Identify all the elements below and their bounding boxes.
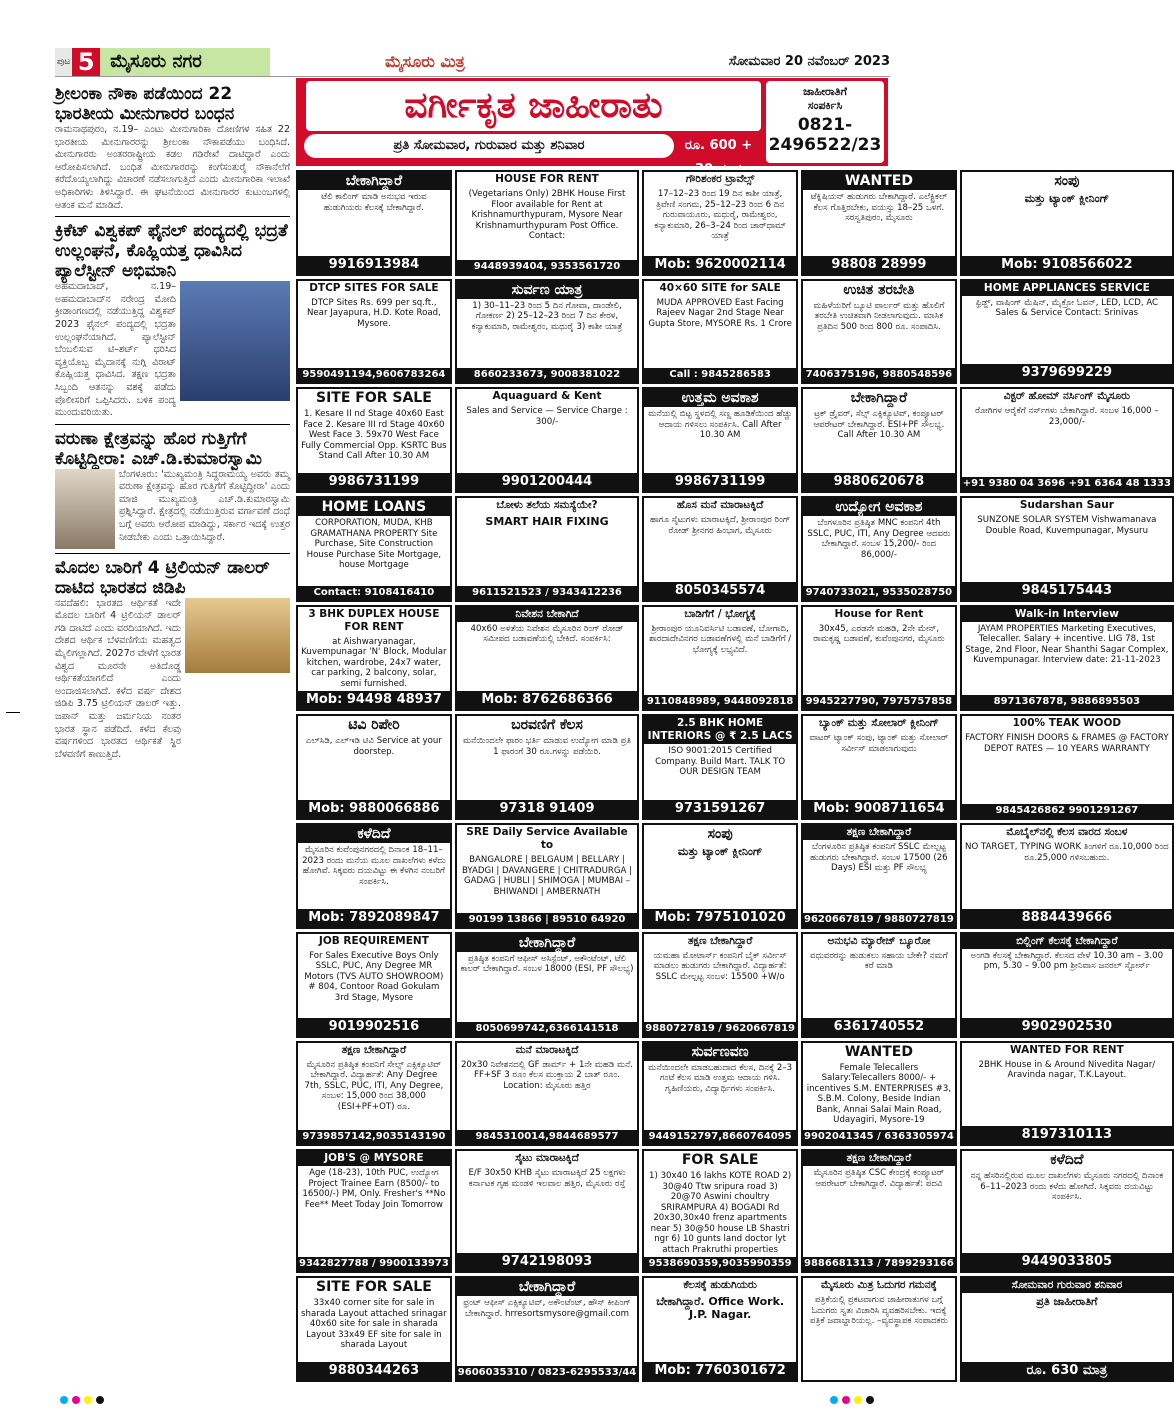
classified-ad: [801, 387, 957, 493]
ad-phone: 6361740552: [803, 1018, 955, 1036]
ad-phone: Contact: 9108416410: [298, 586, 450, 600]
page-label: ಪುಟ: [55, 48, 72, 76]
banner-title: ವರ್ಗೀಕೃತ ಜಾಹೀರಾತು: [306, 81, 761, 131]
ad-body: Age (18-23), 10th PUC, ಉದ್ಯೋಗ Project Trainee Earn (8500/- to 16500/-) PM, Only. Fresher's **No Fee** Meet Today Join Tomorrow: [302, 1168, 446, 1210]
ad-phone: 9880727819 / 9620667819: [645, 1022, 796, 1034]
classified-ad: [960, 605, 1174, 712]
ad-heading: HOME APPLIANCES SERVICE: [962, 281, 1172, 296]
ad-body: ಪ್ರತಿಷ್ಠಿತ ಕಂಪನಿಗೆ ಆಫೀಸ್ ಅಸಿಸ್ಟೆಂಟ್, ಅಕೌಂಟೆಂಟ್, ಟೆಲಿ ಕಾಲರ್ ಬೇಕಾಗಿದ್ದಾರೆ. ಸಂಬಳ 18000 (ESI, PF ಸೌಲಭ್ಯ): [460, 953, 634, 975]
ad-heading: ನಿವೇಶನ ಬೇಕಾಗಿದೆ: [457, 607, 637, 622]
ad-phone: 90199 13866 | 89510 64920: [457, 913, 637, 927]
ad-body: For Sales Executive Boys Only SSLC, PUC, Any Degree MR Motors (TVS AUTO SHOWROOM) # 804, Contoor Road Gokulam 3rd Stage, Mysore: [304, 950, 444, 1003]
classified-ad: [960, 932, 1174, 1038]
yellow-dot: [854, 1396, 862, 1404]
ad-body: E/F 30x50 KHB ಸೈಟು ಮಾರಾಟಕ್ಕಿದೆ 25 ಲಕ್ಷಗಳು ಕರ್ನಾಟಕ ಗೃಹ ಮಂಡಳಿ ಇಲವಾಲ ಹತ್ತಿರ, ಮೈಸೂರು ರಸ್ತೆ: [468, 1168, 626, 1189]
classified-ad: [960, 387, 1174, 493]
ad-phone: 9739857142,9035143190: [298, 1130, 450, 1144]
ad-heading: 100% TEAK WOOD: [1012, 717, 1122, 730]
classified-ad: [296, 387, 452, 493]
news-story: [55, 429, 290, 549]
ad-heading: ಮನೆ ಮಾರಾಟಕ್ಕಿದೆ: [515, 1043, 579, 1056]
cyan-dot: [60, 1396, 68, 1404]
ad-phone: 9019902516: [298, 1018, 450, 1036]
classified-ad: [960, 279, 1174, 385]
ad-phone: 8197310113: [962, 1126, 1172, 1144]
ad-phone: 9590491194,9606783264: [298, 368, 450, 382]
classified-ad: [960, 496, 1174, 602]
contact-phone: 0821-2496522/23: [768, 115, 882, 155]
ad-body: 1) 30–11–23 ರಿಂದ 5 ದಿನ ಗೋವಾ, ದಾಂಡೇಲಿ, ಗೋಕರ್ಣ 2) 25–12–23 ರಿಂದ 7 ದಿನ ಕೇರಳ, ಕನ್ಯಾಕುಮಾರಿ, ರಾಮೇಶ್ವರಂ, ಮಧುರೈ 3) ಕಾಶೀ ಯಾತ್ರೆ: [471, 300, 623, 332]
ad-body: MUDA APPROVED East Facing Rajeev Nagar 2nd Stage Near Gupta Store, MYSORE Rs. 1 Crore: [648, 297, 792, 329]
ad-heading: JOB REQUIREMENT: [318, 934, 429, 947]
ad-heading: ಬರವಣಿಗೆ ಕೆಲಸ: [511, 717, 583, 734]
classifieds-banner: [296, 78, 888, 166]
classified-ads-grid: [296, 170, 1171, 1382]
ad-body: 30x45, ಎರಡನೇ ಮಹಡಿ, 2ನೇ ಮೇನ್, ರಾಮಕೃಷ್ಣ ಬಡಾವಣೆ, ಕುವೆಂಪುನಗರ, ಮೈಸೂರು: [813, 623, 945, 645]
ad-phone: 9901200444: [457, 473, 637, 491]
classified-ad: [455, 605, 639, 712]
ad-body: 2BHK House in & Around Nivedita Nagar/ Aravinda nagar, T.K.Layout.: [978, 1059, 1156, 1081]
ad-body: ಬೆಂಗಳೂರಿನ ಪ್ರತಿಷ್ಠಿತ MNC ಕಂಪನಿಗೆ 4th SSLC, PUC, ITI, Any Degree ಆದವರು ಬೇಕಾಗಿದ್ದಾರೆ. ಸಂಬಳ 15,200/- ರಿಂದ 86,000/-: [807, 518, 951, 560]
ad-body: ಫ್ರಂಟ್ ಆಫೀಸ್ ಎಕ್ಸಿಕ್ಯೂಟಿವ್, ಅಕೌಂಟೆಂಟ್, ಹೌಸ್ ಕೀಪಿಂಗ್ ಬೇಕಾಗಿದ್ದಾರೆ. hrresortsmysore@gmail.com: [463, 1298, 631, 1319]
ad-heading: SITE FOR SALE: [315, 390, 432, 407]
ad-heading: DTCP SITES FOR SALE: [309, 281, 439, 294]
classified-ad: [642, 1041, 798, 1147]
ad-phone: 9740733021, 9535028750: [803, 586, 955, 600]
magenta-dot: [842, 1396, 850, 1404]
ad-phone: Mob: 7975101020: [644, 909, 796, 927]
classified-ad: [642, 932, 798, 1038]
ad-body: Female Telecallers Salary:Telecallers 8000/- + incentives S.M. ENTERPRISES #3, S.B.M. Colony, Beside Indian Bank, Annai Salai Main Road, Udayagiri, Mysore-19: [806, 1062, 952, 1126]
ad-heading: ಉಚಿತ ತರಬೇತಿ: [843, 281, 915, 298]
ad-heading: WANTED: [844, 1043, 913, 1060]
ad-phone: 9845426862 9901291267: [962, 804, 1172, 818]
ad-heading: ತಕ್ಷಣ ಬೇಕಾಗಿದ್ದಾರೆ: [803, 825, 955, 840]
newspaper-brand: ಮೈಸೂರು ಮಿತ್ರ: [385, 52, 465, 71]
banner-schedule: ಪ್ರತಿ ಸೋಮವಾರ, ಗುರುವಾರ ಮತ್ತು ಶನಿವಾರ: [304, 134, 674, 158]
classified-ad: [960, 714, 1174, 820]
ad-body: (Vegetarians Only) 2BHK House First Floor available for Rent at Krishnamurthypuram, Mysore Near Krishnamurthypuram Post Office. Contact:: [468, 189, 626, 241]
ad-heading: 40×60 SITE for SALE: [659, 281, 781, 294]
politician-photo: [55, 469, 115, 549]
story-divider: [55, 424, 290, 425]
ad-phone: 8971367878, 9886895503: [962, 695, 1172, 709]
ad-body: ಮೈಸೂರಿನ ಪ್ರತಿಷ್ಠಿತ CSC ಕೇಂದ್ರಕ್ಕೆ ಕಂಪ್ಯೂಟರ್ ಆಪರೇಟರ್ ಬೇಕಾಗಿದ್ದಾರೆ. ವಿದ್ಯಾರ್ಹತೆ: ಪದವಿ: [813, 1168, 945, 1189]
ad-heading: Aquaguard & Kent: [492, 390, 602, 403]
ad-phone: 9606035310 / 0823-6295533/44: [457, 1366, 637, 1378]
ad-heading: ವಿಕ್ಟರ್ ಹೋಮ್ ನರ್ಸಿಂಗ್ ಮೈಸೂರು: [1003, 390, 1130, 403]
ad-phone: Mob: 9108566022: [962, 256, 1172, 274]
ad-body: ರೋಗಿಗಳ ಆರೈಕೆಗೆ ನರ್ಸ್‌ಗಳು ಬೇಕಾಗಿದ್ದಾರೆ. ಸಂಬಳ 16,000 – 23,000/-: [975, 406, 1159, 427]
classified-ad: [642, 823, 798, 929]
ad-phone: 8050345574: [644, 582, 796, 600]
ad-phone: +91 9380 04 3696 +91 6364 48 1333: [962, 478, 1171, 490]
ad-body: 33x40 corner site for sale in sharada Layout attached srinagar 40x60 site for sale in sharada Layout 33x49 EF site for sale in sharada Layout: [301, 1298, 447, 1351]
classified-ad: [801, 170, 957, 276]
classified-ad: [960, 170, 1174, 276]
ad-phone: Mob: 94498 48937: [298, 691, 450, 709]
news-headline: ವರುಣಾ ಕ್ಷೇತ್ರವನ್ನು ಹೊರ ಗುತ್ತಿಗೆಗೆ ಕೊಟ್ಟಿದ್ದೀರಾ: ಎಚ್.ಡಿ.ಕುಮಾರಸ್ವಾಮಿ: [55, 428, 262, 469]
magenta-dot: [72, 1396, 80, 1404]
ad-body: 1) 30x40 16 lakhs KOTE ROAD 2) 30@40 Ttw sripura road 3) 20@70 Aswini choultry SRIRAMPURA 4) BOGADI Rd 20x30,30x40 frenz apartments near 5) 30@50 house LB Shastri ngr 6) 10 gunts land doctor lyt attach Prakruthi properties: [649, 1171, 792, 1255]
news-body: ಅಹಮದಾಬಾದ್, ನ.19– ಅಹಮದಾಬಾದ್‌ನ ನರೇಂದ್ರ ಮೋದಿ ಕ್ರೀಡಾಂಗಣದಲ್ಲಿ ನಡೆಯುತ್ತಿದ್ದ ವಿಶ್ವಕಪ್ 2023 ಫೈನಲ್ ಪಂದ್ಯದಲ್ಲಿ ಭದ್ರತಾ ಉಲ್ಲಂಘನೆಯಾಗಿದೆ. ಪ್ಯಾಲೆಸ್ಟೀನ್ ಬೆಂಬಲಿಸುವ ಟಿ–ಶರ್ಟ್ ಧರಿಸಿದ ವ್ಯಕ್ತಿಯೊಬ್ಬ ಮೈದಾನಕ್ಕೆ ನುಗ್ಗಿ ವಿರಾಟ್ ಕೊಹ್ಲಿಯತ್ತ ಧಾವಿಸಿದ. ತಕ್ಷಣ ಭದ್ರತಾ ಸಿಬ್ಬಂದಿ ಆತನನ್ನು ವಶಕ್ಕೆ ಪಡೆದು ಪೊಲೀಸರಿಗೆ ಒಪ್ಪಿಸಿದರು. ಬಳಿಕ ಪಂದ್ಯ ಮುಂದುವರಿಯಿತು.: [55, 281, 176, 419]
classified-ad: [642, 1276, 798, 1382]
ad-heading: ಬೇಕಾಗಿದ್ದಾರೆ: [298, 172, 450, 190]
news-body: ಬೆಂಗಳೂರು: 'ಮುಖ್ಯಮಂತ್ರಿ ಸಿದ್ದರಾಮಯ್ಯ ಅವರು ತಮ್ಮ ವರುಣಾ ಕ್ಷೇತ್ರವನ್ನು ಹೊರ ಗುತ್ತಿಗೆಗೆ ಕೊಟ್ಟಿದ್ದೀರಾ' ಎಂದು ಮಾಜಿ ಮುಖ್ಯಮಂತ್ರಿ ಎಚ್.ಡಿ.ಕುಮಾರಸ್ವಾಮಿ ಪ್ರಶ್ನಿಸಿದ್ದಾರೆ. ಕ್ಷೇತ್ರದಲ್ಲಿ ನಡೆಯುತ್ತಿರುವ ವರ್ಗಾವಣೆ ದಂಧೆ ಬಗ್ಗೆ ಅವರು ಆರೋಪ ಮಾಡಿದ್ದು, ಸರ್ಕಾರ ಇದಕ್ಕೆ ಉತ್ತರ ನೀಡಬೇಕು ಎಂದು ಒತ್ತಾಯಿಸಿದ್ದಾರೆ.: [119, 468, 290, 543]
ad-heading: ಗೌರಿಶಂಕರ ಟ್ರಾವೆಲ್ಸ್: [685, 173, 755, 185]
classified-ad: [296, 714, 452, 820]
ad-body: ISO 9001:2015 Certified Company. Build Mart. TALK TO OUR DESIGN TEAM: [655, 746, 786, 778]
ad-heading: ಬೇಕಾಗಿದ್ದಾರೆ: [457, 934, 637, 952]
ad-phone: 9845175443: [962, 582, 1172, 600]
ad-phone: 9986731199: [644, 473, 796, 491]
ad-heading: ಬ್ಯಾಂಕ್ ಮತ್ತು ಸೋಲಾರ್ ಕ್ಲೀನಿಂಗ್: [819, 717, 939, 730]
ad-heading: Sudarshan Saur: [1019, 499, 1114, 512]
ad-body: at Aishwaryanagar, Kuvempunagar 'N' Block, Modular kitchen, wardrobe, 24x7 water, car parking, 2 balcony, solar, semi furnished.: [301, 636, 447, 689]
cyan-dot: [830, 1396, 838, 1404]
ad-heading: ತಕ್ಷಣ ಬೇಕಾಗಿದ್ದಾರೆ: [341, 1043, 407, 1056]
registration-dots-right: [830, 1396, 874, 1404]
ad-body: ಶ್ರೀರಾಂಪುರ ಯೂನಿವರ್ಸಿಟಿ ಬಡಾವಣೆ, ಬೋಗಾದಿ, ಶಾರದಾದೇವಿನಗರ ಬಡಾವಣೆಗಳಲ್ಲಿ ಮನೆ ಬಾಡಿಗೆಗೆ / ಭೋಗ್ಯಕ್ಕೆ ಲಭ್ಯವಿದೆ.: [649, 623, 792, 655]
ad-heading: ಉದ್ಯೋಗ ಅವಕಾಶ: [803, 498, 955, 516]
classified-ad: [801, 714, 957, 820]
classified-ad: [455, 279, 639, 385]
ad-body: SMART HAIR FIXING: [485, 515, 609, 529]
ad-phone: 9110848989, 9448092818: [644, 695, 796, 709]
ad-body: ಎಲ್‌ಸಿಡಿ, ಎಲ್‌ಇಡಿ ಟಿವಿ Service at your doorstep.: [305, 736, 442, 757]
contact-line1: ಜಾಹೀರಾತಿಗೆ: [803, 85, 847, 98]
page-header: [55, 48, 890, 76]
classified-ad: [296, 823, 452, 929]
classified-ad: [801, 279, 957, 385]
news-headline: ಕ್ರಿಕೆಟ್ ವಿಶ್ವಕಪ್ ಫೈನಲ್ ಪಂದ್ಯದಲ್ಲಿ ಭದ್ರತೆ ಉಲ್ಲಂಘನೆ, ಕೊಹ್ಲಿಯತ್ತ ಧಾವಿಸಿದ ಪ್ಯಾಲೆಸ್ಟೀನ್ ಅಭಿಮಾನಿ: [55, 221, 288, 282]
ad-heading: ತಕ್ಷಣ ಬೇಕಾಗಿದ್ದಾರೆ: [803, 1151, 955, 1166]
ad-body: ಪತ್ರಿಕೆಯಲ್ಲಿ ಪ್ರಕಟವಾಗುವ ಜಾಹೀರಾತುಗಳ ಬಗ್ಗೆ ಓದುಗರು ಸ್ವತಃ ವಿಚಾರಿಸಿ ವ್ಯವಹರಿಸಬೇಕು. ಇದಕ್ಕೆ ಪತ್ರಿಕೆ ಜವಾಬ್ದಾರಿಯಲ್ಲ. –ವ್ಯವಸ್ಥಾಪಕ ಸಂಪಾದಕರು: [809, 1295, 948, 1327]
classified-ad: [296, 1149, 452, 1273]
story-divider: [55, 216, 290, 217]
ad-phone: 9902041345 / 6363305974: [804, 1131, 954, 1143]
ad-phone: ರೂ. 630 ಮಾತ್ರ: [962, 1362, 1172, 1380]
classified-ad: [455, 1041, 639, 1147]
ad-phone: 9845310014,9844689577: [457, 1130, 637, 1144]
ad-body: 1. Kesare II nd Stage 40x60 East Face 2. Kesare III rd Stage 40x60 West Face 3. 59x70 West Face Fully Commercial Opp. KSRTC Bus Stand Call After 10.30 AM: [301, 409, 447, 462]
ad-body: 20x30 ನಿವೇಶನದಲ್ಲಿ GF ಡಾರ್ಮ್ + 1ನೇ ಮಹಡಿ ಮನೆ. FF+SF 3 ರೂಂ ಕೆಲಸ ಮುಕ್ತಾಯ 2 ಬಾತ್ ರೂಂ. Location: ಮೈಸೂರು ಹತ್ತಿರ: [460, 1059, 634, 1091]
ad-phone: 8050699742,6366141518: [457, 1022, 637, 1036]
ad-phone: Mob: 7760301672: [644, 1362, 796, 1380]
ad-phone: Call : 9845286583: [644, 368, 796, 382]
ad-heading: ಬೋಳು ತಲೆಯ ಸಮಸ್ಯೆಯೇ?: [496, 499, 598, 512]
ad-heading: ಸುರ್ವಣವಣ: [644, 1043, 796, 1061]
ad-phone: 7406375196, 9880548596: [803, 368, 955, 382]
black-dot: [866, 1396, 874, 1404]
ad-body: ಮೈಸೂರಿನ ಪ್ರತಿಷ್ಠಿತ ಕಂಪನಿಗೆ ಸೇಲ್ಸ್ ಎಕ್ಸಿಕ್ಯೂಟಿವ್ ಬೇಕಾಗಿದ್ದಾರೆ. ವಿದ್ಯಾರ್ಹತೆ: Any Degree 7th, SSLC, PUC, ITI, Any Degree, ಸಂಬಳ: 15,000 ರಿಂದ 38,000 (ESI+PF+OT) ರೂ.: [304, 1059, 444, 1112]
classified-ad: [801, 823, 957, 929]
ad-heading: ಸಂಪು: [707, 826, 733, 843]
section-title: ಮೈಸೂರು ನಗರ: [100, 48, 270, 76]
classified-ad: [801, 1276, 957, 1382]
classified-ad: [642, 279, 798, 385]
classified-ad: [296, 605, 452, 712]
classified-ad: [455, 714, 639, 820]
ad-body: ಯಮಹಾ ಮೋಟಾರ್ಸ್ ಕಂಪನಿಗೆ ಬೈಕ್ ಸರ್ವೀಸ್ ಮಾಡಲು ಹುಡುಗರು ಬೇಕಾಗಿದ್ದಾರೆ. ವಿದ್ಯಾರ್ಹತೆ: SSLC ಮೇಲ್ಪಟ್ಟ ಸಂಬಳ: 15500 +W/o: [653, 950, 787, 982]
ad-phone: 9449152797,8660764095: [644, 1130, 796, 1144]
classified-ad: [296, 279, 452, 385]
classified-ad: [801, 1149, 957, 1273]
ad-body: BANGALORE | BELGAUM | BELLARY | BYADGI | DAVANGERE | CHITRADURGA | GADAG | HUBLI | SHIMOGA | MUMBAI – BHIWANDI | AMBERNATH: [461, 855, 633, 897]
ad-phone: 98808 28999: [803, 256, 955, 274]
ad-body: CORPORATION, MUDA, KHB GRAMATHANA PROPERTY Site Purchase, Site Construction House Purchase Site Mortgage, house Mortgage: [306, 518, 442, 571]
ad-phone: 9620667819 / 9880727819: [804, 913, 954, 925]
ad-body: ವಾಟರ್ ಟ್ಯಾಂಕ್ ಸಂಪು, ಟ್ಯಾಂಕ್ ಮತ್ತು ಸೋಲಾರ್ ಸರ್ವೀಸ್ ಮಾಡಲಾಗುವುದು: [809, 733, 949, 754]
ad-phone: 9916913984: [298, 256, 450, 274]
ad-body: NO TARGET, TYPING WORK ತಿಂಗಳಿಗೆ ರೂ.10,000 ರಿಂದ ರೂ.25,000 ಗಳಿಸಬಹುದು.: [965, 842, 1169, 863]
ad-heading: Walk-in Interview: [962, 607, 1172, 622]
ad-body: Sales and Service — Service Charge : 300/-: [466, 406, 628, 427]
classified-ad: [455, 1276, 639, 1382]
classified-ad: [801, 496, 957, 602]
ad-phone: Mob: 7892089847: [298, 909, 450, 927]
ad-body: ಅಂಗಡಿ ಕೆಲಸಕ್ಕೆ ಬೇಕಾಗಿದ್ದಾರೆ. ಕೆಲಸದ ವೇಳೆ 10.30 am – 3.00 pm, 5.30 – 9.00 pm ಶ್ರೀನಿವಾಸ ಜನರಲ್ ಸ್ಟೋರ್ಸ್: [970, 950, 1164, 972]
classified-ad: [960, 1149, 1174, 1273]
ad-body: ಮಹಿಳೆಯರಿಗೆ ಬ್ಯೂಟಿ ಪಾರ್ಲರ್ ಮತ್ತು ಹೊಲಿಗೆ ತರಬೇತಿ ಉಚಿತವಾಗಿ ನೀಡಲಾಗುವುದು. ಮಾಸಿಕ ಪ್ರತಿದಿನ 500 ರಿಂದ 800 ರೂ. ಸಂಪಾದಿಸಿ.: [813, 300, 945, 332]
ad-phone: 9945227790, 7975757858: [803, 695, 955, 709]
ad-phone: 9449033805: [962, 1253, 1172, 1271]
ad-heading: 3 BHK DUPLEX HOUSE FOR RENT: [308, 607, 440, 633]
ad-heading: ಹೊಸ ಮನೆ ಮಾರಾಟಕ್ಕಿದೆ: [676, 499, 764, 512]
classified-ad: [642, 496, 798, 602]
classified-ad: [455, 1149, 639, 1273]
ad-heading: ಸೋಮವಾರ ಗುರುವಾರ ಶನಿವಾರ: [962, 1278, 1172, 1293]
ad-heading: HOME LOANS: [298, 498, 450, 516]
classified-ad: [455, 387, 639, 493]
ad-body: 17–12–23 ರಿಂದ 19 ದಿನ ಕಾಶೀ ಯಾತ್ರೆ, ತ್ರಿವೇಣಿ ಸಂಗಮ, 25–12–23 ರಿಂದ 6 ದಿನ ಗುರುವಾಯೂರು, ಮಧುರೈ, ರಾಮೇಶ್ವರಂ, ಕನ್ಯಾಕುಮಾರಿ, 26–3–24 ರಿಂದ ಚಾರ್‌ಧಾಮ್ ಯಾತ್ರೆ: [654, 189, 786, 241]
classified-ad: [642, 1149, 798, 1273]
ad-heading: ಕಳೆದಿದೆ: [1050, 1152, 1084, 1169]
ad-heading: ಕೆಲಸಕ್ಕೆ ಹುಡುಗಿಯರು: [683, 1279, 757, 1292]
ad-body: JAYAM PROPERTIES Marketing Executives, Telecaller. Salary + incentive. LIG 78, 1st Stage, 2nd Floor, Near Shanthi Sagar Complex, Kuvempunagar. Interview date: 21-11-2023: [965, 623, 1169, 666]
ad-phone: 9379699229: [962, 364, 1172, 382]
ad-heading: ಕಳೆದಿದೆ: [298, 825, 450, 843]
news-story: [55, 84, 290, 212]
classified-ad: [960, 1041, 1174, 1147]
ad-body: ಮತ್ತು ಟ್ಯಾಂಕ್ ಕ್ಲೀನಿಂಗ್: [1024, 192, 1110, 205]
news-story: [55, 558, 290, 762]
ad-body: 40x60 ಅಳತೆಯ ನಿವೇಶನ ಮೈಸೂರಿನ ರಿಂಗ್ ರೋಡ್ ಸಮೀಪದ ಬಡಾವಣೆಯಲ್ಲಿ ಬೇಕಿದೆ. ಸಂಪರ್ಕಿಸಿ:: [470, 623, 624, 645]
ad-heading: ಮೊಬೈಲ್‌ನಲ್ಲಿ ಕೆಲಸ ವಾರದ ಸಂಬಳ: [1006, 826, 1128, 839]
classified-ad: [296, 170, 452, 276]
news-body: ರಾಮನಾಥಪುರಂ, ನ.19– ಎಂಟು ಮೀನುಗಾರಿಕಾ ದೋಣಿಗಳ ಸಹಿತ 22 ಭಾರತೀಯ ಮೀನುಗಾರರನ್ನು ಶ್ರೀಲಂಕಾ ನೌಕಾಪಡೆಯು ಬಂಧಿಸಿದೆ. ಮೀನುಗಾರರು ಅಂತರರಾಷ್ಟ್ರೀಯ ಕಡಲ ಗಡಿರೇಖೆ ದಾಟಿದ್ದಾರೆ ಎಂದು ಆರೋಪಿಸಲಾಗಿದೆ. ಬಂಧಿತ ಮೀನುಗಾರರನ್ನು ಕಂಗೆಸಂತುರೈ ನೌಕಾನೆಲೆಗೆ ಕರೆದೊಯ್ಯಲಾಗಿದ್ದು ವಿಚಾರಣೆ ನಡೆಸಲಾಗುತ್ತಿದೆ ಎಂದು ಮೀನುಗಾರಿಕಾ ಇಲಾಖೆ ಅಧಿಕಾರಿಗಳು ತಿಳಿಸಿದ್ದಾರೆ. ಈ ಘಟನೆಯಿಂದ ಮೀನುಗಾರರ ಕುಟುಂಬಗಳಲ್ಲಿ ಆತಂಕ ಮನೆ ಮಾಡಿದೆ.: [55, 124, 290, 211]
classified-ad: [455, 496, 639, 602]
classified-ad: [960, 823, 1174, 929]
ad-phone: Mob: 8762686366: [457, 691, 637, 709]
ad-body: ಟೆಲಿ ಕಾಲಿಂಗ್ ಮಾಡಿ ಅನುಭವ ಇರುವ ಹುಡುಗಿಯರು ಕೆಲಸಕ್ಕೆ ಬೇಕಾಗಿದ್ದಾರೆ.: [321, 192, 427, 213]
ad-heading: 2.5 BHK HOME INTERIORS @ ₹ 2.5 LACS: [644, 716, 796, 744]
story-divider: [55, 553, 290, 554]
ad-phone: 9538690359,9035990359: [644, 1257, 796, 1271]
ad-phone: 8884439666: [962, 909, 1172, 927]
banner-contact: [766, 81, 884, 163]
classified-ad: [455, 170, 639, 276]
ad-phone: 9986731199: [298, 473, 450, 491]
ad-phone: Mob: 9620002114: [644, 256, 796, 274]
ad-body: FACTORY FINISH DOORS & FRAMES @ FACTORY DEPOT RATES — 10 YEARS WARRANTY: [965, 733, 1169, 754]
classified-ad: [455, 932, 639, 1038]
ad-phone: 9742198093: [457, 1253, 637, 1271]
classified-ad: [455, 823, 639, 929]
classified-ad: [960, 1276, 1174, 1382]
classified-ad: [642, 605, 798, 712]
classified-ad: [296, 1041, 452, 1147]
classified-ad: [296, 496, 452, 602]
classified-ad: [642, 170, 798, 276]
ad-heading: ಉತ್ತಮ ಅವಕಾಶ: [644, 389, 796, 407]
ad-body: ಮತ್ತು ಟ್ಯಾಂಕ್ ಕ್ಲೀನಿಂಗ್: [677, 845, 763, 859]
classified-ad: [801, 932, 957, 1038]
ad-body: ಮನೆಯಲ್ಲಿ ಬಿಟ್ಟ ಸ್ಥಳದಲ್ಲಿ ಸಣ್ಣ ಹೂಡಿಕೆಯಿಂದ ಹೆಚ್ಚು ಆದಾಯ ಗಳಿಸಲು ಸಂಪರ್ಕಿಸಿ. Call After 10.30 AM: [648, 409, 793, 441]
ad-heading: FOR SALE: [681, 1152, 759, 1169]
ad-phone: 9902902530: [962, 1018, 1172, 1036]
page-number-tag: [55, 48, 100, 76]
ad-body: ವಧುವರರನ್ನು ಹುಡುಕಲು ಸಹಾಯ ಬೇಕೇ? ನಮಗೆ ಕರೆ ಮಾಡಿ: [810, 950, 948, 972]
ad-phone: 9448939404, 9353561720: [457, 260, 637, 274]
ad-heading: SITE FOR SALE: [315, 1279, 432, 1296]
ad-phone: 9611521523 / 9343412236: [457, 586, 637, 600]
ad-heading: JOB'S @ MYSORE: [298, 1151, 450, 1166]
ad-body: DTCP Sites Rs. 699 per sq.ft., Near Jayapura, H.D. Kote Road, Mysore.: [306, 297, 441, 329]
ad-heading: WANTED: [803, 172, 955, 190]
news-headline: ಮೊದಲ ಬಾರಿಗೆ 4 ಟ್ರಿಲಿಯನ್ ಡಾಲರ್ ದಾಟಿದ ಭಾರತದ ಜಿಡಿಪಿ: [55, 557, 270, 598]
news-column: [55, 80, 290, 761]
ad-heading: HOUSE FOR RENT: [495, 173, 599, 185]
ad-phone: 9342827788 / 9900133973: [299, 1258, 449, 1270]
crop-mark: [6, 712, 20, 713]
ad-body: ಮೈಸೂರಿನ ಕುವೆಂಪುನಗರದಲ್ಲಿ ದಿನಾಂಕ 18–11–2023 ರಂದು ಮನೆಯ ಮೂಲ ದಾಖಲೆಗಳು ಕಳೆದು ಹೋಗಿವೆ. ಸಿಕ್ಕವರು ದಯವಿಟ್ಟು ಈ ಕೆಳಗಿನ ನಂಬರಿಗೆ ಸಂಪರ್ಕಿಸಿ.: [302, 845, 446, 887]
registration-dots-left: [60, 1396, 104, 1404]
ad-body: ಟ್ರಕ್ ಡ್ರೈವರ್, ಸೆಲ್ಸ್ ಎಕ್ಸಿಕ್ಯೂಟಿವ್, ಕಂಪ್ಯೂಟರ್ ಆಪರೇಟರ್ ಬೇಕಾಗಿದ್ದಾರೆ. ESI+PF ಸೌಲಭ್ಯ. Call After 10.30 AM: [813, 409, 945, 441]
news-story: [55, 221, 290, 420]
yellow-dot: [84, 1396, 92, 1404]
ad-heading: ಸುರ್ವಣ ಯಾತ್ರ: [457, 281, 637, 299]
ad-heading: ಟಿವಿ ರಿಪೇರಿ: [348, 717, 400, 734]
ad-heading: ಅನುಭವಿ ಮ್ಯಾರೇಜ್ ಬ್ಯೂರೋ: [827, 934, 931, 947]
ad-heading: ತಕ್ಷಣ ಬೇಕಾಗಿದ್ದಾರೆ: [687, 934, 753, 947]
ad-heading: WANTED FOR RENT: [1009, 1043, 1124, 1056]
header-divider: [55, 76, 890, 77]
classified-ad: [642, 714, 798, 820]
classified-ad: [296, 1276, 452, 1382]
classified-ad: [801, 1041, 957, 1147]
ad-heading: House for Rent: [834, 607, 924, 620]
classified-ad: [801, 605, 957, 712]
news-headline: ಶ್ರೀಲಂಕಾ ನೌಕಾ ಪಡೆಯಿಂದ 22 ಭಾರತೀಯ ಮೀನುಗಾರರ ಬಂಧನ: [55, 84, 235, 124]
ad-body: ಹಾಗೂ ಸೈಟುಗಳು ಮಾರಾಟಕ್ಕಿದೆ, ಶ್ರೀರಾಂಪುರ ರಿಂಗ್ ರೋಡ್ ಶ್ರೀನಗರ ಹಿಂಭಾಗ, ಮೈಸೂರು: [649, 515, 791, 536]
banner-price: ರೂ. 600 +: [684, 138, 753, 153]
news-body: ನವದೆಹಲಿ: ಭಾರತದ ಆರ್ಥಿಕತೆ ಇದೇ ಮೊದಲ ಬಾರಿಗೆ 4 ಟ್ರಿಲಿಯನ್ ಡಾಲರ್ ಗಡಿ ದಾಟಿದೆ ಎಂದು ವರದಿಯಾಗಿದೆ. ಇದು ದೇಶದ ಆರ್ಥಿಕ ಬೆಳವಣಿಗೆಯ ಮಹತ್ವದ ಮೈಲಿಗಲ್ಲಾಗಿದೆ. 2027ರ ವೇಳೆಗೆ ಭಾರತ ವಿಶ್ವದ ಮೂರನೇ ಅತಿದೊಡ್ಡ ಆರ್ಥಿಕತೆಯಾಗಲಿದೆ ಎಂದು ಅಂದಾಜಿಸಲಾಗಿದೆ. ಕಳೆದ ವರ್ಷ ದೇಶದ ಜಿಡಿಪಿ 3.75 ಟ್ರಿಲಿಯನ್ ಡಾಲರ್ ಇತ್ತು. ಜಪಾನ್ ಮತ್ತು ಜರ್ಮನಿಯ ನಂತರ ಭಾರತ ಸ್ಥಾನ ಪಡೆದಿದೆ. ಕಳೆದ ಕೆಲವು ವರ್ಷಗಳಿಂದ ಭಾರತದ ಆರ್ಥಿಕತೆ ಸ್ಥಿರ ಬೆಳವಣಿಗೆ ಕಾಣುತ್ತಿದೆ.: [55, 597, 182, 760]
ad-heading: ಬೇಕಾಗಿದ್ದಾರೆ: [457, 1278, 637, 1296]
ad-phone: Mob: 9008711654: [803, 800, 955, 818]
ad-heading: ಬಾಡಿಗೆಗೆ / ಭೋಗ್ಯಕ್ಕೆ: [684, 607, 756, 620]
ad-phone: 9880344263: [298, 1362, 450, 1380]
ad-phone: 9731591267: [644, 800, 796, 818]
ad-body: ಮನೆಯಿಂದಲೇ ಫಾರಂ ಭರ್ತಿ ಮಾಡುವ ಉದ್ಯೋಗ ಮಾಡಿ ಪ್ರತಿ 1 ಫಾರಂಗೆ 30 ರೂ.ಗಳನ್ನು ಪಡೆಯಿರಿ.: [462, 736, 632, 757]
ad-phone: 9880620678: [803, 473, 955, 491]
cricket-photo: [180, 281, 290, 401]
black-dot: [96, 1396, 104, 1404]
ad-phone: 97318 91409: [457, 800, 637, 818]
ad-heading: ಮೈಸೂರು ಮಿತ್ರ ಓದುಗರ ಗಮನಕ್ಕೆ: [821, 1279, 937, 1292]
ad-body: ಟೆಕ್ನಿಷಿಯನ್ ಹುಡುಗರು ಬೇಕಾಗಿದ್ದಾರೆ. ಎಲೆಕ್ಟ್ರಿಕಲ್ ಕೆಲಸ ಗೊತ್ತಿರಬೇಕು, ವಯಸ್ಸು 18–25 ಒಳಗೆ. ಸರಸ್ವತಿಪುರಂ, ಮೈಸೂರು: [810, 192, 948, 223]
ad-body: ಫ್ರಿಡ್ಜ್, ವಾಷಿಂಗ್ ಮೆಷಿನ್, ಮೈಕ್ರೋ ಓವನ್, LED, LCD, AC Sales & Service Contact: Srinivas: [975, 297, 1159, 319]
ad-heading: ಬಿಲ್ಲಿಂಗ್ ಕೆಲಸಕ್ಕೆ ಬೇಕಾಗಿದ್ದಾರೆ: [962, 934, 1172, 949]
classified-ad: [642, 387, 798, 493]
ad-heading: ಸೈಟು ಮಾರಾಟಕ್ಕಿದೆ: [515, 1152, 579, 1165]
ad-body: ಪ್ರತಿ ಜಾಹೀರಾತಿಗೆ: [1036, 1295, 1098, 1309]
ad-body: SUNZONE SOLAR SYSTEM Vishwamanava Double Road, Kuvempunagar, Mysuru: [977, 515, 1157, 536]
ad-phone: 8660233673, 9008381022: [457, 368, 637, 382]
ad-body: ಬೆಂಗಳೂರಿನ ಪ್ರತಿಷ್ಠಿತ ಕಂಪನಿಗೆ SSLC ಮೇಲ್ಪಟ್ಟ ಹುಡುಗರು ಬೇಕಾಗಿದ್ದಾರೆ. ಸಂಬಳ 17500 (26 Days) ESI ಮತ್ತು PF ಸೌಲಭ್ಯ: [810, 842, 948, 874]
ad-body: ನನ್ನ ಹೆಸರಿನಲ್ಲಿರುವ ಮೂಲ ದಾಖಲೆಗಳು ಮೈಸೂರು ನಗರದಲ್ಲಿ ದಿನಾಂಕ 6–11–2023 ರಂದು ಕಳೆದು ಹೋಗಿದೆ. ಸಿಕ್ಕವರು ದಯವಿಟ್ಟು ಸಂಪರ್ಕಿಸಿ.: [970, 1171, 1164, 1203]
ad-body: ಮನೆಯಿಂದಲೇ ಮಾಡಬಹುದಾದ ಕೆಲಸ, ದಿನಕ್ಕೆ 2–3 ಗಂಟೆ ಕೆಲಸ ಮಾಡಿ ಉತ್ತಮ ಆದಾಯ ಗಳಿಸಿ. ಗೃಹಿಣಿಯರು, ವಿದ್ಯಾರ್ಥಿಗಳು ಸಂಪರ್ಕಿಸಿ.: [648, 1062, 793, 1094]
ad-body: ಬೇಕಾಗಿದ್ದಾರೆ. Office Work. J.P. Nagar.: [656, 1295, 785, 1322]
ad-phone: 9886681313 / 7899293166: [804, 1258, 954, 1270]
ad-heading: ಬೇಕಾಗಿದ್ದಾರೆ: [850, 390, 908, 407]
ad-phone: Mob: 9880066886: [298, 800, 450, 818]
issue-date: ಸೋಮವಾರ 20 ನವೆಂಬರ್ 2023: [728, 54, 890, 69]
gdp-photo: [185, 598, 290, 673]
classified-ad: [296, 932, 452, 1038]
ad-heading: SRE Daily Service Available to: [466, 826, 628, 852]
contact-line2: ಸಂಪರ್ಕಿಸಿ: [807, 99, 843, 112]
ad-heading: ಸಂಪು: [1054, 173, 1080, 189]
page-number: 5: [72, 48, 100, 76]
